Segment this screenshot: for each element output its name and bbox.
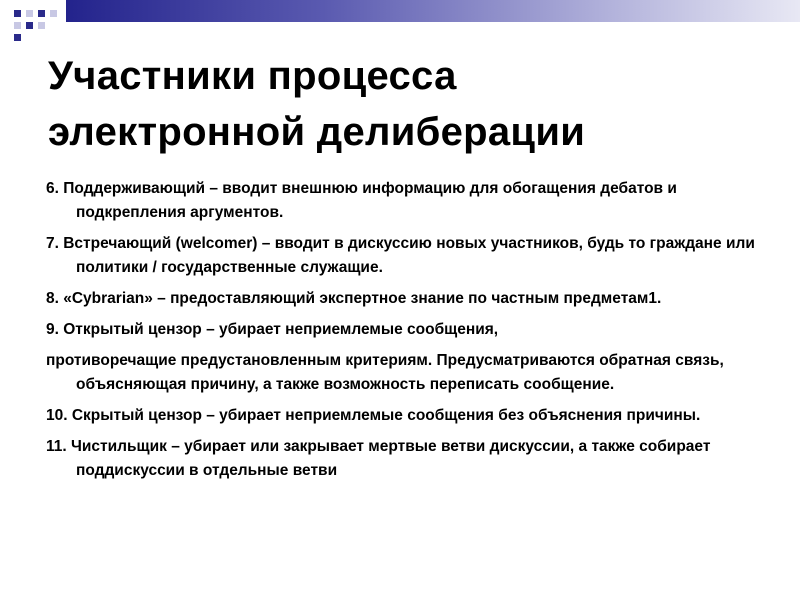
decor-square xyxy=(26,22,33,29)
list-item: 6. Поддерживающий – вводит внешнюю информацию для обогащения дебатов и подкрепления аргументов. xyxy=(46,180,677,221)
list-item: 10. Скрытый цензор – убирает неприемлемые сообщения без объяснения причины. xyxy=(46,407,701,424)
decor-square xyxy=(14,22,21,29)
decor-square xyxy=(38,22,45,29)
decor-square xyxy=(38,10,45,17)
list-item: 7. Встречающий (welcomer) – вводит в дискуссию новых участников, будь то граждане или политики / государственные служащие. xyxy=(46,235,755,276)
title-line-2: электронной делиберации xyxy=(48,110,586,154)
header-gradient-band xyxy=(66,0,800,22)
list-item: 11. Чистильщик – убирает или закрывает мертвые ветви дискуссии, а также собирает поддискуссии в отдельные ветви xyxy=(46,438,711,479)
list-item: противоречащие предустановленным критериям. Предусматриваются обратная связь, объясняющая причину, а также возможность переписать сообщение. xyxy=(46,352,724,393)
decor-square xyxy=(14,10,21,17)
decor-square xyxy=(26,10,33,17)
decor-square xyxy=(50,10,57,17)
list-item: 8. «Cybrarian» – предоставляющий экспертное знание по частным предметам1. xyxy=(46,290,662,307)
slide-title xyxy=(48,48,768,160)
list-item: 9. Открытый цензор – убирает неприемлемые сообщения, xyxy=(46,321,499,338)
decor-square xyxy=(14,34,21,41)
participant-list xyxy=(46,177,786,490)
title-line-1: Участники процесса xyxy=(48,54,457,98)
